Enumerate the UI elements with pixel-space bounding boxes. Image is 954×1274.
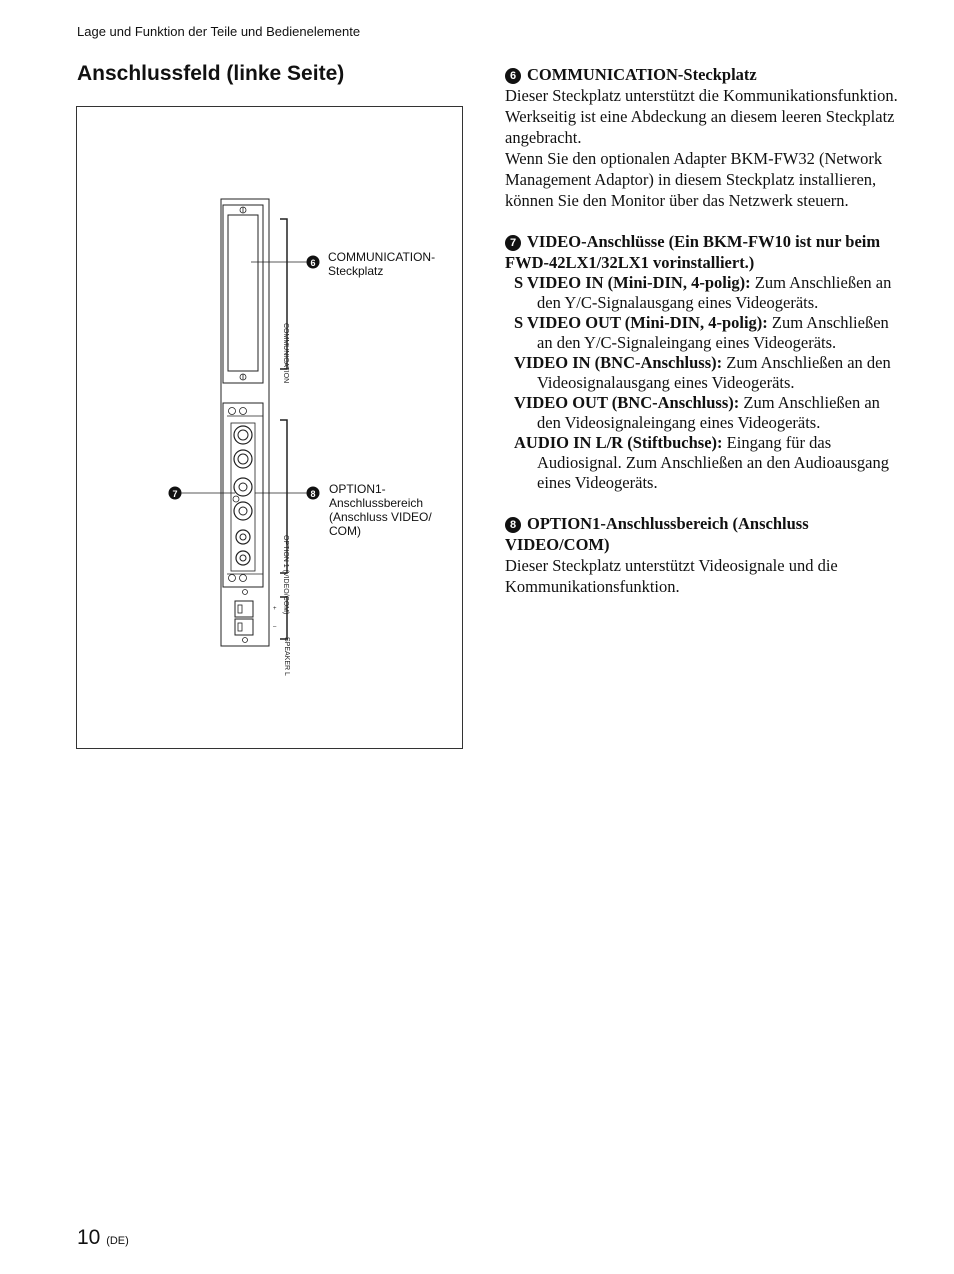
speaker-panel-label: SPEAKER L [283, 637, 290, 676]
video-out-bnc [234, 502, 252, 520]
item-video-connectors [505, 231, 900, 493]
item-7-number: 7 [505, 235, 521, 251]
audio-in-l-jack [236, 530, 250, 544]
running-header: Lage und Funktion der Teile und Bedienelemente [77, 24, 361, 39]
item-option1-area [505, 513, 900, 597]
page-language: (DE) [106, 1235, 129, 1247]
callout-7-number: 7 [172, 489, 178, 499]
page-number: 10 (DE) [77, 1226, 129, 1249]
description-column [505, 64, 900, 617]
item-8-body: Dieser Steckplatz unterstützt Videosignale und die Kommunikationsfunktion. [505, 556, 838, 596]
audio-in-r-jack [236, 551, 250, 565]
sub-s-video-out: S VIDEO OUT (Mini-DIN, 4-polig): Zum Anschließen an den Y/C-Signaleingang eines Videogeräts. [514, 313, 889, 352]
callout-6-number: 6 [310, 258, 316, 268]
sub-s-video-in: S VIDEO IN (Mini-DIN, 4-polig): Zum Anschließen an den Y/C-Signalausgang eines Videogeräts. [514, 273, 892, 312]
video-in-bnc [234, 478, 252, 496]
option1-panel-label: OPTION 1 (VIDEO/COM) [282, 535, 289, 615]
item-communication-slot [505, 64, 900, 211]
callout-8-number: 8 [310, 489, 316, 499]
item-8-number: 8 [505, 517, 521, 533]
item-6-number: 6 [505, 68, 521, 84]
item-6-body: Dieser Steckplatz unterstützt die Kommunikationsfunktion. Werkseitig ist eine Abdeckung an diesem leeren Steckplatz angebracht. Wenn Sie den optionalen Adapter BKM-FW32 (Network Management Adaptor) in diesem Steckplatz installieren, können Sie den Monitor über das Netzwerk steuern. [505, 86, 898, 210]
connector-panel-figure [76, 106, 463, 749]
speaker-minus-sign: – [273, 624, 277, 630]
item-6-heading: COMMUNICATION-Steckplatz [527, 65, 757, 84]
connector-panel-drawing [77, 107, 464, 750]
callout-8-label: OPTION1- Anschlussbereich (Anschluss VIDEO/ COM) [329, 482, 432, 538]
sub-video-in: VIDEO IN (BNC-Anschluss): Zum Anschließen an den Videosignalausgang eines Videogeräts. [514, 353, 891, 392]
communication-slot-cover [228, 215, 258, 371]
callout-6-label: COMMUNICATION- Steckplatz [328, 250, 436, 278]
speaker-plus-sign: + [273, 606, 277, 612]
item-8-heading: OPTION1-Anschlussbereich (Anschluss VIDEO/COM) [505, 514, 809, 554]
sub-audio-in: AUDIO IN L/R (Stiftbuchse): Eingang für das Audiosignal. Zum Anschließen an den Audioausgang eines Videogeräts. [514, 433, 889, 492]
section-title: Anschlussfeld (linke Seite) [77, 62, 345, 85]
s-video-out-jack [234, 450, 252, 468]
sub-video-out: VIDEO OUT (BNC-Anschluss): Zum Anschließen an den Videosignaleingang eines Videogeräts. [514, 393, 880, 432]
s-video-in-jack [234, 426, 252, 444]
communication-panel-label: COMMUNICATION [282, 323, 289, 384]
item-7-heading: VIDEO-Anschlüsse (Ein BKM-FW10 ist nur beim FWD-42LX1/32LX1 vorinstalliert.) [505, 232, 881, 272]
